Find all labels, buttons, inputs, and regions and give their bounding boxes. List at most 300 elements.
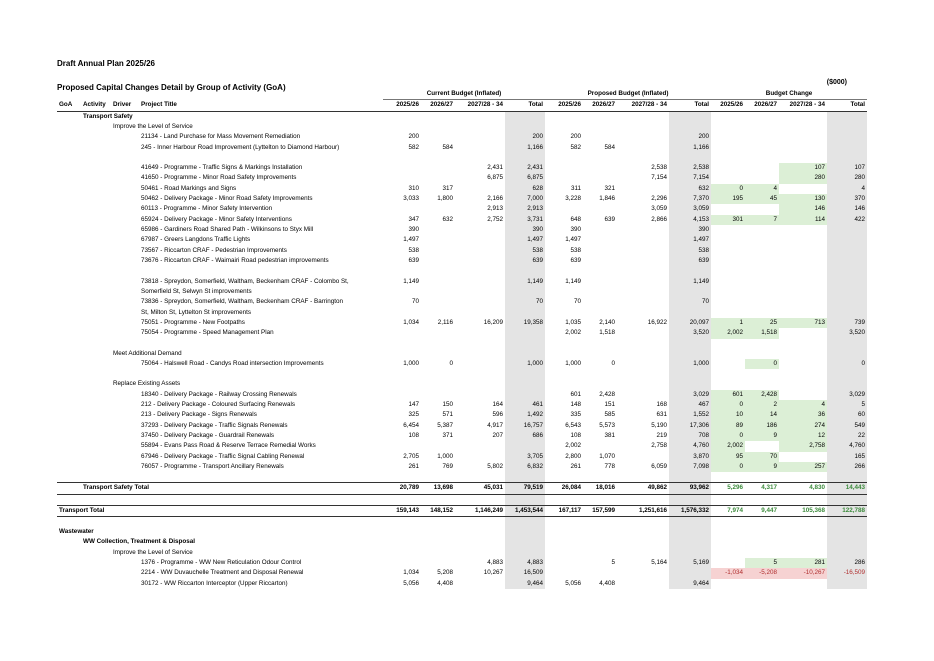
current-y3-cell [455,184,505,194]
project-title-text: 2214 - WW Duvauchelle Treatment and Disposal Renewal [141,569,304,577]
change-y1-cell [711,132,745,142]
driver-row [57,349,867,359]
current-y1-cell: 6,454 [403,421,419,429]
current-y2-cell: 5,387 [437,421,453,429]
current-y1-cell [383,328,421,338]
proposed-y1-cell: 108 [570,431,582,439]
goa-label: Transport Safety [83,112,133,120]
change-total-cell [827,256,867,266]
change-total-cell: 4 [827,184,867,194]
proposed-y2-cell [583,132,617,142]
project-title [139,225,383,235]
proposed-y1-cell: 639 [570,257,582,265]
project-row [57,328,867,338]
project-title-text: 60113 - Programme - Minor Safety Intervention [141,205,273,213]
proposed-total-cell: 9,464 [669,579,711,589]
current-y3-cell: 6,875 [487,174,503,182]
proposed-total-cell: 632 [669,184,711,194]
change-y1-cell: 0 [711,462,745,472]
proposed-y1-cell: 5,056 [565,579,582,587]
project-title [139,421,383,431]
proposed-total-cell: 5,169 [669,558,711,568]
proposed-y1-cell: 6,543 [565,421,582,429]
project-title-text: Transport Total [59,506,105,514]
proposed-y1-cell [545,558,583,568]
proposed-y3-cell [617,235,669,245]
driver-label: Improve the Level of Service [113,548,193,556]
change-y3-cell: 114 [779,215,827,225]
current-y1-cell: 639 [408,257,419,265]
current-y3-cell [455,256,505,266]
current-total-cell: 19,358 [505,318,545,328]
current-y1-cell: 20,789 [383,483,421,494]
change-y2-cell: 0 [745,359,779,369]
change-total-cell: 266 [827,462,867,472]
proposed-y2-cell: 0 [611,359,616,367]
project-title-text-cont: Somerfield St, Selwyn St improvements [141,287,252,295]
project-row [57,390,867,400]
current-y1-cell: 1,000 [403,359,419,367]
change-y2-cell [745,163,779,173]
proposed-y3-cell: 2,538 [651,164,668,172]
project-row [57,452,867,462]
change-y1-cell: 7,974 [711,505,745,516]
proposed-y1-cell: 148 [570,400,582,408]
change-y2-cell: 4 [745,184,779,194]
current-y2-cell [421,225,455,235]
change-y3-cell: 2,758 [779,441,827,451]
current-y3-cell [455,235,505,245]
project-title [139,410,383,420]
proposed-total-cell: 3,029 [669,390,711,400]
proposed-y2-cell: 151 [604,400,616,408]
project-row [57,235,867,245]
current-y1-cell [383,390,421,400]
project-title [57,505,383,516]
current-total-cell: 1,492 [505,410,545,420]
current-y2-cell [421,204,455,214]
driver-row [57,548,867,558]
proposed-total-cell: 4,153 [669,215,711,225]
proposed-y3-cell [617,297,669,318]
current-total-cell: 4,883 [505,558,545,568]
proposed-y2-cell [583,246,617,256]
change-y1-cell: 0 [711,431,745,441]
goa-label: WW Collection, Treatment & Disposal [83,538,195,546]
change-y2-cell: 9 [745,431,779,441]
current-y2-cell: 769 [442,463,453,470]
current-total-cell: 7,000 [505,194,545,204]
project-row [57,318,867,328]
proposed-total-cell: 1,166 [669,143,711,153]
change-y2-cell: 9 [745,462,779,472]
project-title-text: 65924 - Delivery Package - Minor Safety Interventions [141,215,292,223]
change-y3-cell [779,452,827,462]
proposed-y3-cell [617,256,669,266]
current-y2-cell: 571 [442,411,453,419]
proposed-y3-cell [617,359,669,369]
change-y2-cell: -5,208 [745,568,779,578]
change-y1-cell: 1 [711,318,745,328]
current-y3-cell: 5,802 [487,463,503,470]
change-y1-cell [711,277,745,298]
change-y2-cell: 25 [745,318,779,328]
change-total-cell: 5 [827,400,867,410]
project-title [139,184,383,194]
project-row [57,132,867,142]
current-y1-cell: 1,497 [403,236,419,244]
project-row [57,215,867,225]
change-y2-cell: 1,518 [745,328,779,338]
project-title-text: 18340 - Delivery Package - Railway Crossing Renewals [141,390,297,398]
project-row [57,421,867,431]
project-title [139,431,383,441]
current-y1-cell: 200 [408,133,419,141]
group-label: Wastewater [59,528,94,536]
change-total-cell: 107 [827,163,867,173]
proposed-y2-cell: 2,140 [599,318,616,326]
change-y1-cell [711,297,745,318]
change-total-cell: 60 [827,410,867,420]
project-row [57,194,867,204]
proposed-y2-cell [583,441,617,451]
project-title [139,194,383,204]
proposed-y3-cell: 5,164 [651,559,668,567]
project-title-text: 65986 - Gardiners Road Shared Path - Wilkinsons to Styx Mill [141,226,314,234]
proposed-y3-cell [617,225,669,235]
current-y2-cell: 584 [442,143,453,151]
proposed-y3-cell: 168 [656,400,668,408]
project-title-text: 73818 - Spreydon, Somerfield, Waltham, Beckenham CRAF - Colombo St, [141,277,349,285]
project-title [139,318,383,328]
proposed-y3-cell [617,579,669,589]
col-change-y2: 2026/27 [745,100,779,111]
current-y2-cell: 1,000 [437,452,453,460]
project-row [57,558,867,568]
proposed-y2-cell [583,235,617,245]
proposed-y3-cell: 219 [656,431,668,439]
proposed-y2-cell: 157,599 [583,505,617,516]
project-title-text: 75054 - Programme - Speed Management Plan [141,329,274,337]
change-y2-cell [745,235,779,245]
col-proposed-y1: 2025/26 [545,100,583,111]
project-title [139,163,383,173]
current-y1-cell: 2,705 [403,452,419,460]
current-y1-cell: 3,033 [403,195,419,203]
project-row [57,246,867,256]
proposed-y3-cell: 2,866 [651,215,668,223]
current-total-cell: 628 [505,184,545,194]
project-row [57,431,867,441]
current-total-cell: 538 [505,246,545,256]
proposed-total-cell [669,568,711,578]
change-total-cell: 14,443 [827,483,867,494]
proposed-total-cell: 7,370 [669,194,711,204]
subtitle-row [57,77,847,92]
project-title-text: 41650 - Programme - Minor Road Safety Improvements [141,174,297,182]
project-title-text: 50461 - Road Markings and Signs [141,184,237,192]
change-y2-cell [745,225,779,235]
project-title-text: 75051 - Programme - New Footpaths [141,318,245,326]
column-header-row [57,100,867,111]
current-y3-cell: 16,209 [483,318,503,326]
change-y3-cell: 107 [779,163,827,173]
current-y3-cell [455,143,505,153]
change-y2-cell [745,579,779,589]
project-title [139,558,383,568]
change-y3-cell: 280 [779,173,827,183]
current-y3-cell [455,390,505,400]
current-total-cell: 390 [505,225,545,235]
project-title [139,579,383,589]
change-y2-cell: 7 [745,215,779,225]
proposed-y2-cell [583,568,617,578]
proposed-y1-cell: 601 [570,390,582,398]
current-y2-cell: 4,408 [437,579,453,587]
current-y1-cell: 108 [408,431,419,439]
current-total-cell: 16,509 [505,568,545,578]
change-total-cell: -16,509 [827,568,867,578]
project-title [139,277,383,298]
proposed-y2-cell: 1,846 [599,195,616,203]
proposed-y1-cell: 26,084 [545,483,583,494]
proposed-total-cell: 708 [669,431,711,441]
current-y2-cell [421,558,455,568]
proposed-y1-cell [545,568,583,578]
current-y1-cell: 538 [408,246,419,254]
current-y1-cell [383,558,421,568]
proposed-y2-cell [583,225,617,235]
proposed-y2-cell: 5,573 [599,421,616,429]
change-y1-cell: 601 [711,390,745,400]
change-y1-cell [711,235,745,245]
change-y3-cell [779,143,827,153]
change-y1-cell: 195 [711,194,745,204]
current-y1-cell: 147 [408,400,419,408]
current-total-cell: 3,731 [505,215,545,225]
project-title [139,462,383,472]
col-current-y2: 2026/27 [421,100,455,111]
proposed-total-cell: 1,000 [669,359,711,369]
project-title-text: 50462 - Delivery Package - Minor Road Safety Improvements [141,195,313,203]
change-y1-cell: -1,034 [711,568,745,578]
current-y1-cell: 1,034 [403,569,419,577]
proposed-y1-cell: 200 [570,133,582,141]
proposed-y2-cell: 1,070 [599,452,616,460]
proposed-y3-cell: 16,922 [647,318,668,326]
change-y2-cell [745,246,779,256]
spacer-row [57,494,867,505]
current-y2-cell [421,246,455,256]
change-y2-cell [745,277,779,298]
proposed-y1-cell: 1,035 [565,318,582,326]
proposed-y3-cell [617,390,669,400]
current-total-cell: 3,705 [505,452,545,462]
change-y3-cell: 713 [779,318,827,328]
proposed-y1-cell: 311 [570,184,582,192]
change-y1-cell [711,204,745,214]
current-y3-cell: 2,913 [487,205,503,213]
driver-label: Improve the Level of Service [113,123,193,131]
current-y3-cell: 164 [492,400,503,408]
proposed-y1-cell: 648 [570,215,582,223]
current-y3-cell [455,441,505,451]
proposed-y2-cell: 585 [604,411,616,419]
project-title-text-cont: St, Milton St, Lyttelton St improvements [141,308,252,316]
current-y1-cell: 347 [408,215,419,223]
current-y3-cell: 2,752 [487,215,503,223]
project-title-text: Transport Safety Total [83,484,150,492]
proposed-total-cell: 3,059 [669,204,711,214]
change-y1-cell [711,256,745,266]
change-y3-cell [779,359,827,369]
change-total-cell: 286 [827,558,867,568]
current-y3-cell [455,297,505,318]
change-total-cell [827,579,867,589]
current-y1-cell: 1,149 [403,277,419,285]
change-y3-cell: 130 [779,194,827,204]
proposed-y3-cell: 3,059 [651,205,668,213]
project-title-text: 75064 - Halswell Road - Candys Road intersection Improvements [141,359,324,367]
change-total-cell: 3,029 [827,390,867,400]
project-title-text: 73676 - Riccarton CRAF - Waimairi Road pedestrian improvements [141,257,329,265]
change-y1-cell: 0 [711,184,745,194]
current-y2-cell: 371 [442,431,453,439]
change-y3-cell: 36 [779,410,827,420]
current-y1-cell: 582 [408,143,419,151]
current-y2-cell: 150 [442,400,453,408]
project-title [139,132,383,142]
current-y1-cell [383,163,421,173]
document-title: Draft Annual Plan 2025/26 [57,59,155,68]
current-total-cell [505,328,545,338]
change-y3-cell: 12 [779,431,827,441]
proposed-total-cell: 17,306 [669,421,711,431]
change-y3-cell: 105,368 [779,505,827,516]
project-title [139,204,383,214]
group-current: Current Budget (Inflated) [383,89,545,100]
change-y3-cell [779,184,827,194]
current-y1-cell: 1,034 [403,318,419,326]
current-y3-cell: 10,267 [483,569,503,577]
current-y3-cell [455,132,505,142]
project-row [57,225,867,235]
change-y2-cell: 2 [745,400,779,410]
proposed-y3-cell [617,246,669,256]
current-total-cell: 79,519 [505,483,545,494]
col-current-total: Total [505,100,545,111]
driver-label: Replace Existing Assets [113,380,181,388]
current-y1-cell: 5,056 [403,579,419,587]
proposed-y1-cell [545,163,583,173]
change-total-cell [827,235,867,245]
proposed-y3-cell [617,132,669,142]
proposed-y1-cell: 2,002 [565,329,582,337]
project-title-text: 73567 - Riccarton CRAF - Pedestrian Improvements [141,246,287,254]
current-y3-cell: 1,146,249 [455,505,505,516]
current-y1-cell: 159,143 [383,505,421,516]
change-y3-cell [779,579,827,589]
proposed-y2-cell [583,297,617,318]
proposed-y3-cell: 631 [656,411,668,419]
current-total-cell: 70 [505,297,545,318]
current-total-cell: 2,431 [505,163,545,173]
proposed-y2-cell [583,163,617,173]
project-row [57,173,867,183]
col-proposed-y3: 2027/28 - 34 [617,100,669,111]
driver-row [57,122,867,132]
change-y1-cell [711,143,745,153]
change-y2-cell: 70 [745,452,779,462]
change-y3-cell [779,235,827,245]
current-y3-cell: 2,166 [487,195,503,203]
proposed-y2-cell: 778 [604,463,616,470]
proposed-y1-cell: 1,000 [565,359,582,367]
change-total-cell [827,132,867,142]
proposed-y3-cell [617,568,669,578]
units-label: ($000) [826,79,847,86]
project-title-text: 245 - Inner Harbour Road Improvement (Lyttelton to Diamond Harbour) [141,143,340,151]
proposed-total-cell: 1,497 [669,235,711,245]
change-y3-cell [779,328,827,338]
group-row [57,527,867,537]
project-row [57,297,867,318]
change-y3-cell [779,132,827,142]
proposed-y1-cell [545,204,583,214]
change-y3-cell [779,225,827,235]
current-y3-cell: 45,031 [455,483,505,494]
col-current-y1: 2025/26 [383,100,421,111]
change-y3-cell [779,390,827,400]
col-proposed-y2: 2026/27 [583,100,617,111]
proposed-total-cell: 3,870 [669,452,711,462]
change-y1-cell: 2,002 [711,328,745,338]
project-title [139,568,383,578]
current-y2-cell: 317 [442,184,453,192]
spacer-row [57,153,867,163]
col-driver: Driver [111,100,139,111]
proposed-y3-cell: 1,251,616 [617,505,669,516]
change-y3-cell [779,297,827,318]
project-title-text: 55894 - Evans Pass Road & Reserve Terrace Remedial Works [141,442,316,450]
current-y3-cell [455,277,505,298]
change-y1-cell [711,163,745,173]
change-total-cell: 549 [827,421,867,431]
goa-row [57,111,867,122]
proposed-y1-cell: 70 [574,298,582,306]
proposed-total-cell: 20,097 [669,318,711,328]
proposed-total-cell: 93,962 [669,483,711,494]
driver-row [57,379,867,389]
proposed-y2-cell [583,256,617,266]
change-y2-cell: 2,428 [745,390,779,400]
project-title-text: 37293 - Delivery Package - Traffic Signals Renewals [141,421,288,429]
change-y2-cell [745,297,779,318]
project-title [139,173,383,183]
project-title [139,235,383,245]
col-change-y3: 2027/28 - 34 [779,100,827,111]
change-y1-cell [711,579,745,589]
project-row [57,400,867,410]
change-total-cell: 3,520 [827,328,867,338]
project-title [139,143,383,153]
change-y3-cell [779,246,827,256]
proposed-y2-cell: 584 [604,143,616,151]
proposed-total-cell: 1,149 [669,277,711,298]
budget-sheet [57,58,866,589]
change-y3-cell: 4 [779,400,827,410]
change-total-cell: 4,760 [827,441,867,451]
